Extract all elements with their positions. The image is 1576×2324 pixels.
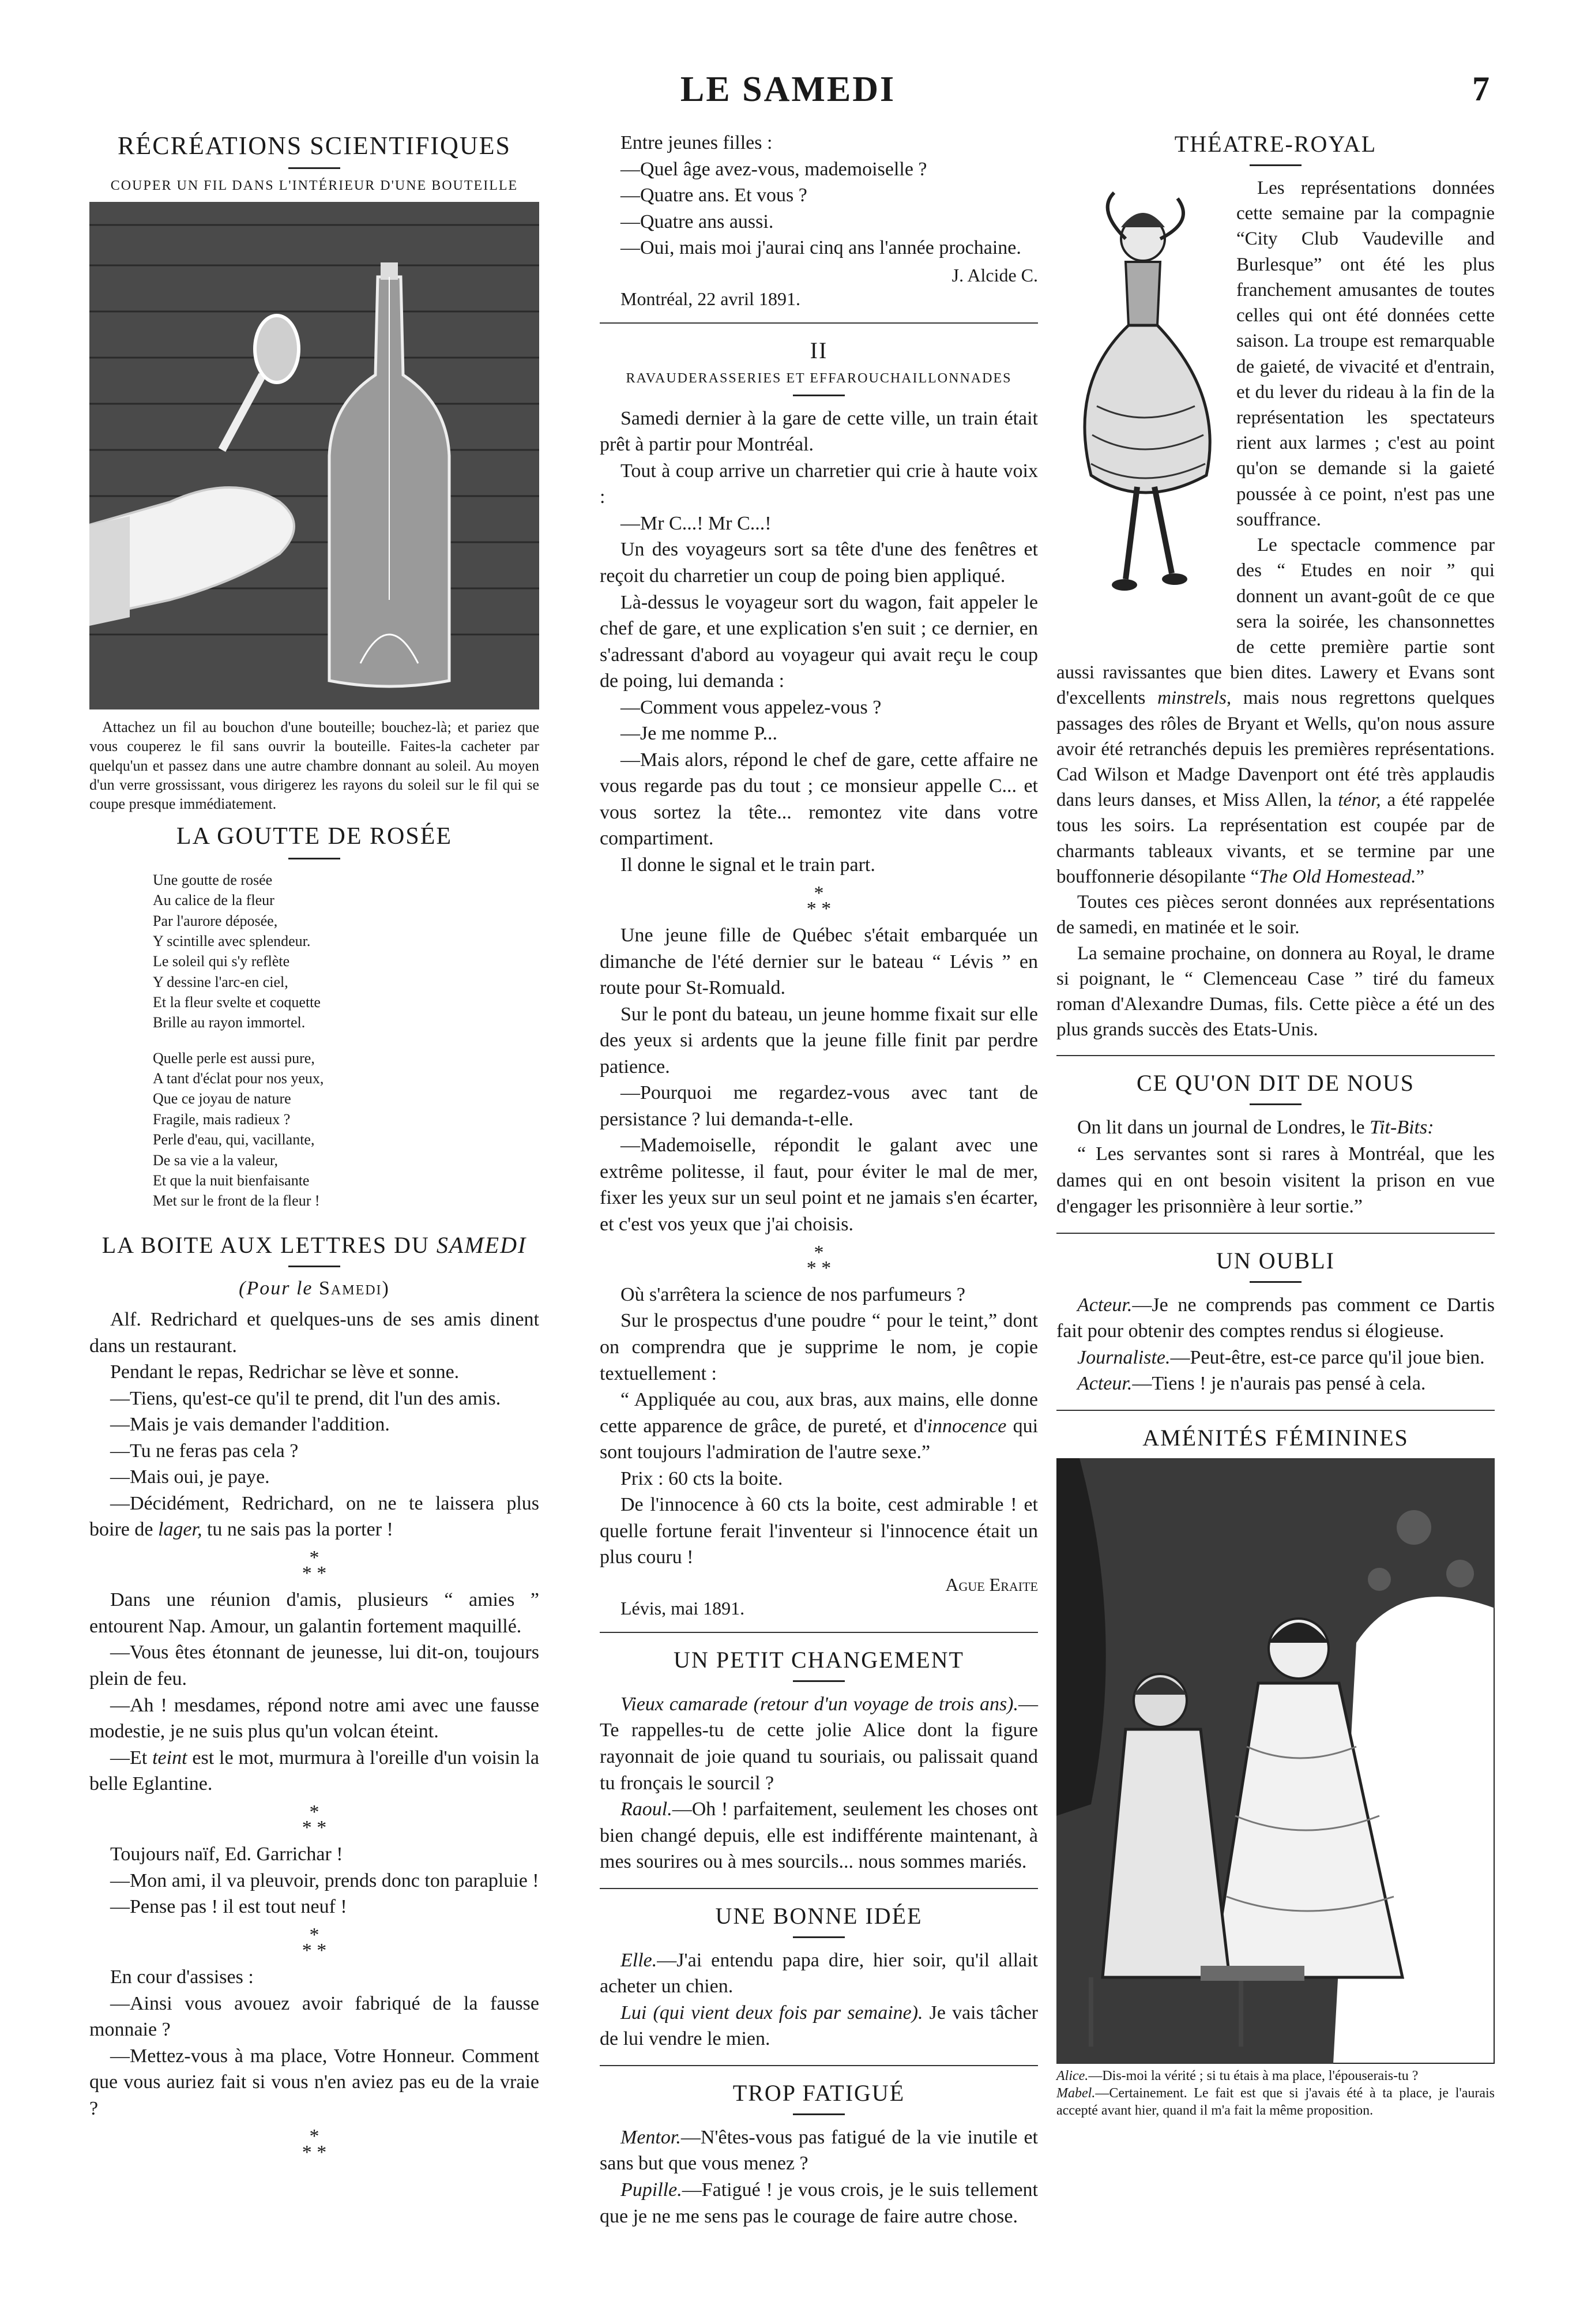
paragraph: Entre jeunes filles : (620, 132, 773, 153)
dancer-illustration (1056, 175, 1229, 648)
speaker: Pupille. (620, 2179, 682, 2201)
paragraph: —Mais oui, je paye. (110, 1466, 270, 1488)
paragraph: Samedi dernier à la gare de cette ville, un train était prêt à partir pour Montréal. (600, 407, 1038, 456)
text: “ Appliquée au cou, aux bras, aux mains, elle donne cette apparence de grâce, de pureté, et d' (600, 1389, 1038, 1437)
text: mais nous regrettons quelques passages des rôles de Bryant et Wells, qu'on nous assure avoir été retranchés depuis les premières représentations. Cad Wilson et Madge Davenport ont été très applaudis dans leurs danses, et Miss Allen, la (1056, 688, 1495, 811)
signature: Ague Eraite (945, 1574, 1038, 1595)
poem-line: Perle d'eau, qui, vacillante, (153, 1131, 315, 1148)
paragraph: —Mademoiselle, répondit le galant avec une extrême politesse, il faut, pour éviter le mal de mer, fixer les yeux sur un seul point et ne jamais s'en écarter, et c'est vos yeux que j'ai choisis. (600, 1135, 1038, 1235)
poem-line: Le soleil qui s'y reflète (153, 953, 290, 970)
paragraph: Il donne le signal et le train part. (620, 854, 875, 876)
caption-line (1056, 2067, 1495, 2085)
text: Je vais tâcher de lui vendre le mien. (600, 2002, 1038, 2050)
paragraph: Alf. Redrichard et quelques-uns de ses amis dinent dans un restaurant. (89, 1309, 539, 1357)
paragraph: Toujours naïf, Ed. Garrichar ! (110, 1844, 343, 1865)
section-divider (1056, 1233, 1495, 1234)
poem-line: Fragile, mais radieux ? (153, 1110, 291, 1128)
theatre-article (1056, 175, 1495, 1042)
roman-numeral: II (810, 337, 828, 363)
paragraph (600, 1387, 1038, 1466)
text: —Te rappelles-tu de cette jolie Alice dont la figure rayonnait de joie quand tu souriais, ou palissait quand tu fronçais le sourcil ? (600, 1693, 1039, 1794)
asterism: * * * (806, 882, 832, 919)
text: —Fatigué ! je vous crois, je le suis tellement que je ne me sens pas le courage de faire autre chose. (600, 2179, 1038, 2227)
title-rule (1250, 1103, 1302, 1105)
paragraph: Tout à coup arrive un charretier qui crie à haute voix : (600, 460, 1038, 508)
paragraph: Dans une réunion d'amis, plusieurs “ amies ” entourent Nap. Amour, un galantin fortement maquillé. (89, 1589, 539, 1637)
poem-line: Brille au rayon immortel. (153, 1014, 306, 1031)
poem-line: Y scintille avec splendeur. (153, 932, 311, 949)
paragraph (1056, 1345, 1495, 1371)
oubli-title: UN OUBLI (1216, 1247, 1335, 1274)
text: —J'ai entendu papa dire, hier soir, qu'il allait acheter un chien. (600, 1949, 1038, 1998)
title-rule (793, 395, 845, 396)
title-rule (1250, 1281, 1302, 1283)
text: —Décidément, Redrichard, on ne te laissera plus boire de (89, 1492, 539, 1541)
pour-samedi: Samedi) (318, 1277, 390, 1299)
paragraph: —Vous êtes étonnant de jeunesse, lui dit-on, toujours plein de feu. (89, 1642, 539, 1690)
section-divider (600, 2065, 1038, 2066)
speaker: Mabel. (1056, 2086, 1096, 2101)
paragraph: Sur le prospectus d'une poudre “ pour le teint,” dont on comprendra que je supprime le nom, je copie textuellement : (600, 1310, 1038, 1384)
paragraph: La semaine prochaine, on donnera au Royal, le drame si poignant, le “ Clemenceau Case ” tiré du fameux roman d'Alexandre Dumas, fils. Cette pièce a été un des plus grands succès des Etats-Unis. (1056, 943, 1495, 1041)
text: —Peut-être, est-ce parce qu'il joue bien. (1170, 1346, 1485, 1368)
boite-title-text: LA BOITE AUX LETTRES DU (101, 1232, 430, 1258)
paragraph: —Mais alors, répond le chef de gare, cette affaire ne vous regarde pas du tout ; ce monsieur appelle C... et vous sortez la tête... remontez vite dans votre compartiment. (600, 749, 1038, 850)
speaker: Alice. (1056, 2068, 1089, 2083)
paragraph: —Pense pas ! il est tout neuf ! (110, 1896, 347, 1918)
paragraph: —Tu ne feras pas cela ? (110, 1440, 299, 1462)
paragraph: —Mettez-vous à ma place, Votre Honneur. Comment que vous auriez fait si vous n'en aviez pas eu de la vraie ? (89, 2045, 539, 2119)
text: —Certainement. Le fait est que si j'avais été à ta place, je l'aurais accepté avant hier, quand il m'a fait la même proposition. (1056, 2086, 1495, 2119)
speaker: Vieux camarade (620, 1693, 748, 1715)
paragraph: Une jeune fille de Québec s'était embarquée un dimanche de l'été dernier sur le bateau “ Lévis ” en route pour St-Romuald. (600, 924, 1038, 999)
paragraph: —Ah ! mesdames, répond notre ami avec une fausse modestie, je ne suis plus qu'un volcan éteint. (89, 1694, 539, 1743)
dateline: Lévis, mai 1891. (620, 1597, 745, 1619)
ravauderasseries-title: RAVAUDERASSERIES ET EFFAROUCHAILLONNADES (626, 370, 1012, 386)
bottle-caption: Attachez un fil au bouchon d'une bouteille; bouchez-là; et pariez que vous couperez le fil sans ouvrir la bouteille. Faites-la cacheter par quelqu'un et passez dans une autre chambre donnant au soleil. Au moyen d'un verre grossissant, vous dirigerez les rayons du soleil sur le fil qui se coupe presque immédiatement. (89, 719, 539, 813)
paragraph: —Mr C...! Mr C...! (620, 512, 772, 534)
boite-title-samedi: SAMEDI (436, 1232, 527, 1258)
paragraph: En cour d'assises : (110, 1966, 254, 1988)
paragraph: “ Les servantes sont si rares à Montréal, que les dames qui en ont besoin visitent la prison en vue d'engager les prisonnière à leur sortie.” (1056, 1143, 1495, 1218)
text: —Dis-moi la vérité ; si tu étais à ma place, l'épouserais-tu ? (1088, 2068, 1419, 2083)
trop-fatigue-title: TROP FATIGUÉ (732, 2079, 905, 2106)
paragraph: —Quatre ans aussi. (620, 211, 774, 232)
running-header (0, 69, 1576, 121)
text-italic: minstrels, (1157, 688, 1232, 709)
paragraph: —Tiens, qu'est-ce qu'il te prend, dit l'un des amis. (110, 1387, 501, 1409)
paragraph (1056, 1292, 1495, 1345)
poem-line: Et que la nuit bienfaisante (153, 1172, 310, 1189)
speaker: Acteur. (1077, 1373, 1133, 1395)
text: tu ne sais pas la porter ! (206, 1519, 393, 1541)
section-divider (600, 1632, 1038, 1633)
page-number: 7 (1472, 70, 1490, 108)
asterism: * * * (806, 1241, 832, 1279)
ladies-illustration (1056, 1458, 1495, 2064)
title-rule (288, 1266, 340, 1267)
title-rule (793, 1680, 845, 1682)
paragraph: —Pourquoi me regardez-vous avec tant de persistance ? lui demanda-t-elle. (600, 1082, 1038, 1130)
asterism: * * * (302, 1547, 327, 1585)
paragraph (89, 1490, 539, 1543)
speaker: Elle. (620, 1949, 657, 1971)
text: —Et (110, 1747, 148, 1769)
title-rule (288, 167, 340, 169)
poem-stanza (153, 870, 539, 1033)
poem-line: Que ce joyau de nature (153, 1090, 291, 1107)
paragraph: Les représentations données cette semaine par la compagnie “City Club Vaudeville and Burlesque” ont été les plus franchement amusantes de toutes celles qui ont été données cette saison. La troupe est remarquable de gaieté, de vivacité et d'entrain, et du lever du rideau à la fin de la représentation les spectateurs rient aux larmes ; c'est au point qu'on se demande si la gaieté poussée à ce point, n'est pas une souffrance. (1236, 178, 1495, 530)
paragraph: Pendant le repas, Redrichar se lève et sonne. (110, 1361, 460, 1383)
paragraph: —Mon ami, il va pleuvoir, prends donc ton parapluie ! (110, 1869, 539, 1891)
speaker: Lui (qui vient deux fois par semaine). (620, 2002, 923, 2023)
text-italic: teint (152, 1747, 187, 1769)
paragraph: Un des voyageurs sort sa tête d'une des fenêtres et reçoit du charretier un coup de poing bien appliqué. (600, 539, 1038, 587)
title-rule (793, 2113, 845, 2115)
text: est le mot, murmura à l'oreille d'un voisin la belle Eglantine. (89, 1747, 540, 1795)
speaker: Acteur. (1077, 1294, 1133, 1316)
poem-line: Par l'aurore déposée, (153, 912, 278, 929)
section-divider (1056, 1055, 1495, 1056)
petit-changement-title: UN PETIT CHANGEMENT (674, 1646, 964, 1673)
dateline: Montréal, 22 avril 1891. (620, 288, 800, 309)
boite-pour (89, 1276, 539, 1301)
speaker: Raoul. (620, 1799, 672, 1820)
paragraph (600, 1796, 1038, 1875)
title-rule (288, 858, 340, 859)
text-italic: Tit-Bits: (1370, 1117, 1434, 1139)
poem-line: Met sur le front de la fleur ! (153, 1192, 320, 1210)
paragraph: —Quel âge avez-vous, mademoiselle ? (620, 158, 927, 180)
goutte-poem (153, 870, 539, 1211)
poem-stanza (153, 1048, 539, 1211)
recreations-title: RÉCRÉATIONS SCIENTIFIQUES (118, 132, 511, 160)
text: —N'êtes-vous pas fatigué de la vie inutile et sans but que vous menez ? (600, 2126, 1038, 2175)
recreations-subtitle: COUPER UN FIL DANS L'INTÉRIEUR D'UNE BOUTEILLE (110, 178, 518, 193)
paragraph: —Mais je vais demander l'addition. (110, 1414, 390, 1436)
text-italic: (retour d'un voyage de trois ans). (753, 1693, 1019, 1715)
section-divider (1056, 1410, 1495, 1411)
pour-le: (Pour le (239, 1277, 313, 1299)
paragraph (600, 1947, 1038, 2000)
paragraph: Là-dessus le voyageur sort du wagon, fait appeler le chef de gare, et une explication s'en suit ; ce dernier, en s'adressant d'abord au voyageur qui avait reçu le coup de poing, lui demanda : (600, 591, 1038, 692)
paragraph: —Quatre ans. Et vous ? (620, 185, 807, 207)
text: a été rappelée tous les soirs. La représentation est coupée par de charmants tableaux vivants, et se termine par une bouffonnerie désopilante “ (1056, 790, 1495, 887)
ondit-title: CE QU'ON DIT DE NOUS (1136, 1070, 1415, 1097)
asterism: * * * (302, 2126, 327, 2163)
paragraph: —Comment vous appelez-vous ? (620, 696, 882, 718)
text: —Je ne comprends pas comment ce Dartis fait pour obtenir des comptes rendus si élogieuse. (1056, 1294, 1495, 1342)
text: —Tiens ! je n'aurais pas pensé à cela. (1132, 1373, 1426, 1395)
paragraph (600, 2000, 1038, 2052)
poem-line: Une goutte de rosée (153, 871, 273, 888)
asterism: * * * (302, 1801, 327, 1838)
paragraph: De l'innocence à 60 cts la boite, cest admirable ! et quelle fortune ferait l'inventeur si l'innocence était un plus couru ! (600, 1494, 1038, 1568)
poem-line: Y dessine l'arc-en ciel, (153, 973, 288, 990)
paragraph: Sur le pont du bateau, un jeune homme fixait sur elle des yeux si ardents que la jeune fille finit par perdre patience. (600, 1003, 1038, 1077)
poem-line: Quelle perle est aussi pure, (153, 1049, 315, 1067)
poem-line: Et la fleur svelte et coquette (153, 993, 321, 1011)
asterism: * * * (302, 1924, 327, 1961)
paragraph: —Je me nomme P... (620, 723, 777, 745)
goutte-title: LA GOUTTE DE ROSÉE (176, 823, 453, 850)
amenites-caption (1056, 2067, 1495, 2120)
title-rule (793, 1936, 845, 1938)
text: On lit dans un journal de Londres, le (1077, 1117, 1365, 1139)
newspaper-title: LE SAMEDI (680, 70, 896, 109)
paragraph (1056, 1114, 1495, 1141)
paragraph: —Ainsi vous avouez avoir fabriqué de la fausse monnaie ? (89, 1992, 539, 2041)
text-italic: The Old Homestead. (1259, 866, 1416, 887)
paragraph (600, 2124, 1038, 2177)
bonne-idee-title: UNE BONNE IDÉE (715, 1902, 923, 1929)
column-2 (600, 130, 1038, 2229)
bottle-illustration (89, 202, 539, 709)
section-divider (600, 1888, 1038, 1889)
paragraph: Où s'arrêtera la science de nos parfumeurs ? (620, 1283, 966, 1305)
column-1 (89, 130, 539, 2166)
section-divider (600, 322, 1038, 324)
poem-line: Au calice de la fleur (153, 892, 274, 909)
paragraph (600, 2177, 1038, 2229)
column-3 (1056, 130, 1495, 2120)
boite-title (89, 1231, 539, 1260)
text: —Oh ! parfaitement, seulement les choses ont bien changé depuis, elle est indifférente maintenant, à mes sourires ou à mes sourcils... nous sommes mariés. (600, 1799, 1038, 1873)
paragraph (1056, 1371, 1495, 1397)
text: ” (1416, 866, 1425, 887)
amenites-title: AMÉNITÉS FÉMININES (1142, 1424, 1409, 1451)
poem-line: A tant d'éclat pour nos yeux, (153, 1070, 324, 1087)
text-italic: lager, (157, 1519, 202, 1541)
paragraph: Toutes ces pièces seront données aux représentations de samedi, en matinée et le soir. (1056, 892, 1495, 938)
text: Le spectacle commence par des “ Etudes en noir ” qui donnent un avant-goût de ce que sera la soirée, les chansonnettes de cette première partie sont aussi ravissantes que bien dites. Lawery et Evans sont d'excellents (1056, 535, 1495, 709)
speaker: Journaliste. (1077, 1346, 1171, 1368)
paragraph (600, 1691, 1038, 1796)
paragraph (89, 1745, 539, 1797)
theatre-title: THÉATRE-ROYAL (1174, 131, 1377, 157)
paragraph: —Oui, mais moi j'aurai cinq ans l'année prochaine. (620, 237, 1021, 259)
text-italic: innocence (927, 1415, 1007, 1437)
speaker: Mentor. (620, 2126, 681, 2148)
paragraph: Prix : 60 cts la boite. (620, 1467, 783, 1489)
caption-line (1056, 2085, 1495, 2119)
text: qui sont toujours l'admiration de l'autre sexe.” (600, 1415, 1039, 1463)
signature: J. Alcide C. (951, 264, 1038, 286)
title-rule (1250, 164, 1302, 166)
text-italic: ténor, (1338, 790, 1381, 811)
poem-line: De sa vie a la valeur, (153, 1151, 278, 1169)
